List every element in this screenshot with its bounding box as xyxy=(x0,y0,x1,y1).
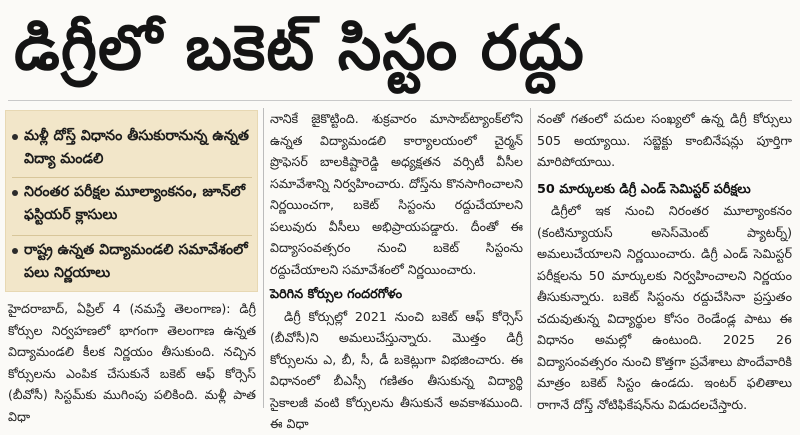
article-paragraph: డిగ్రీలో ఇక నుంచి నిరంతర మూల్యాంకనం (కంటిన్యూయస్ అసెస్‌మెంట్ ప్యాటర్న్) అమలుచేయాలని నిర్ణయించారు. డిగ్రీ ఎండ్ సెమిస్టర్ పరీక్షలను 50 మార్కులకు నిర్వహించాలని నిర్ణయం తీసుకున్నారు. బకెట్ సిస్టంను రద్దుచేసినా ప్రస్తుతం చదువుతున్న విద్యార్థుల కోసం రెండేండ్ల పాటు ఈ విధానం అమల్లో ఉంటుంది. 2025 26 విద్యాసంవత్సరం నుంచి కొత్తగా ప్రవేశాలు పొందేవారికి మాత్రం బకెట్ సిస్టం ఉండదు. ఇంటర్ ఫలితాలు రాగానే దోస్త్ నోటిఫికేషన్‌ను విడుదలచేస్తారు. xyxy=(537,203,792,412)
headline-rule xyxy=(8,100,792,101)
highlights-box xyxy=(5,110,258,292)
highlight-item xyxy=(12,239,252,285)
highlight-divider xyxy=(12,177,252,178)
article-paragraph: హైదరాబాద్, ఏప్రిల్ 4 (నమస్తే తెలంగాణ): డిగ్రీ కోర్సుల నిర్వహణలో భాగంగా తెలంగాణ ఉన్నత విద్యామండలి కీలక నిర్ణయం తీసుకుంది. నచ్చిన కోర్సులను ఎంపిక చేసుకునే బకెట్ ఆఫ్ కోర్సెస్ (బీవోసీ) సిస్టమ్‌కు ముగింపు పలికింది. మళ్లీ పాత విధా xyxy=(8,301,256,424)
bullet-icon xyxy=(12,134,18,140)
bullet-icon xyxy=(12,190,18,196)
highlight-item xyxy=(12,125,252,171)
column-divider xyxy=(263,108,264,408)
highlight-text: నిరంతర పరీక్షల మూల్యాంకనం, జూన్‌లో ఫస్టియర్ క్లాసులు xyxy=(24,184,246,223)
section-subheading: 50 మార్కులకు డిగ్రీ ఎండ్ సెమిస్టర్ పరీక్షలు xyxy=(537,181,751,197)
article-paragraph: డిగ్రీ కోర్సుల్లో 2021 నుంచి బకెట్ ఆఫ్ కోర్సెస్ (బీవోసీ)ని అమలుచేస్తున్నారు. మొత్తం డిగ్రీ కోర్సులను ఎ, బీ, సీ, డీ బకెట్లుగా విభజించారు. ఈ విధానంలో బీఎస్సీ గణితం తీసుకున్న విద్యార్థి సైకాలజీ వంటి కోర్సులను తీసుకునే అవకాశముంది. ఈ విధా xyxy=(270,308,523,431)
article-paragraph: నానికే జైకొట్టింది. శుక్రవారం మాసాబ్‌ట్యాంక్‌లోని ఉన్నత విద్యామండలి కార్యాలయంలో చైర్మన్ ప్రొఫెసర్ బాలకిష్టారెడ్డి అధ్యక్షతన వర్సిటీ వీసీల సమావేశాన్ని నిర్వహించారు. దోస్త్‌ను కొనసాగించాలని నిర్ణయించగా, బకెట్ సిస్టంను రద్దుచేయాలని పలువురు వీసీలు అభిప్రాయపడ్డారు. దీంతో ఈ విద్యాసంవత్సరం నుంచి బకెట్ సిస్టంను రద్దుచేయాలని సమావేశంలో నిర్ణయించారు. xyxy=(270,111,523,277)
column-divider xyxy=(530,108,531,408)
highlight-text: మళ్లీ దోస్త్ విధానం తీసుకురానున్న ఉన్నత విద్యా మండలి xyxy=(24,128,249,167)
highlight-divider xyxy=(12,235,252,236)
article-column-3 xyxy=(537,108,792,412)
article-column-2 xyxy=(270,108,523,431)
highlight-item xyxy=(12,181,252,227)
section-subheading: పెరిగిన కోర్సుల గందరగోళం xyxy=(270,287,403,302)
bullet-icon xyxy=(12,248,18,254)
article-paragraph: నంతో గతంలో పదుల సంఖ్యలో ఉన్న డిగ్రీ కోర్సులు 505 అయ్యాయి. సబ్జెక్టు కాంబినేషన్లు పూర్తిగా మారిపోయాయి. xyxy=(537,111,792,169)
highlight-text: రాష్ట్ర ఉన్నత విద్యామండలి సమావేశంలో పలు నిర్ణయాలు xyxy=(24,242,248,281)
article-column-1 xyxy=(8,298,256,424)
headline: డిగ్రీలో బకెట్ సిస్టం రద్దు xyxy=(14,11,585,84)
